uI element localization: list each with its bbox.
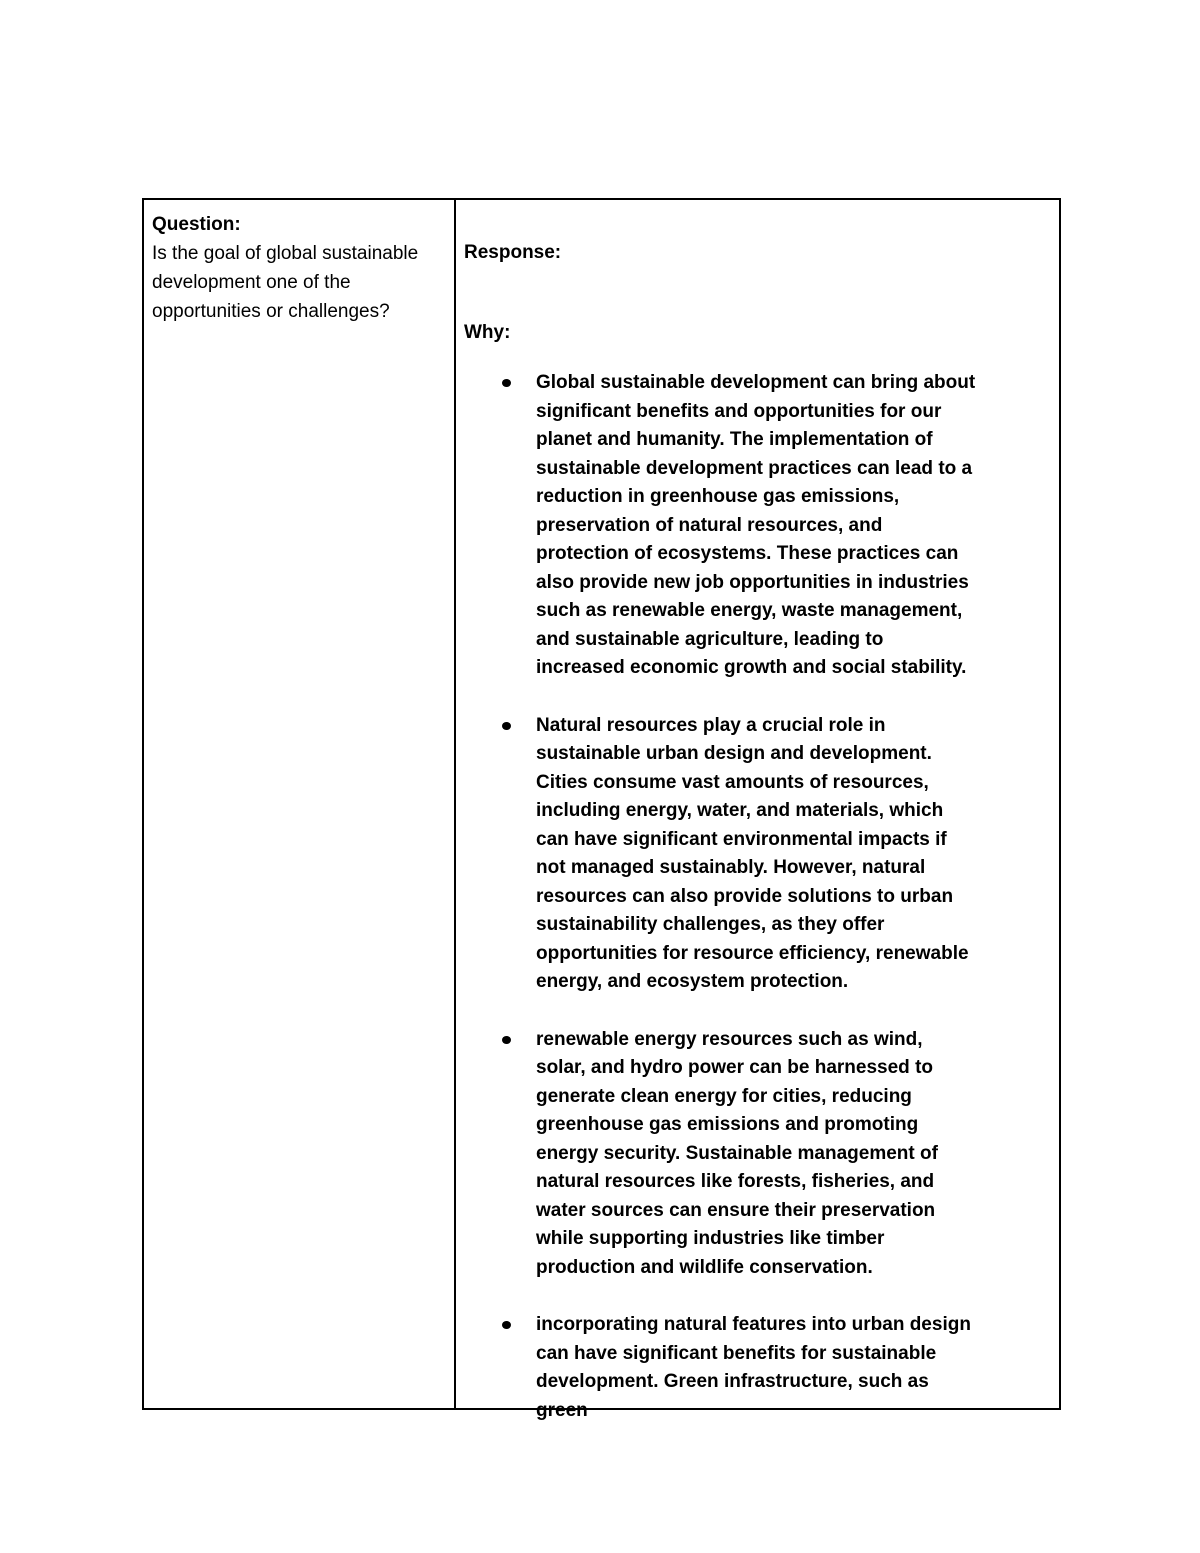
bullet-icon xyxy=(502,722,511,730)
why-bullet-list xyxy=(464,369,1049,1425)
question-label: Question: xyxy=(152,214,241,235)
question-column xyxy=(144,200,456,1408)
bullet-icon xyxy=(502,1321,511,1329)
bullet-text: Global sustainable development can bring about significant benefits and opportunities for our planet and humanity. The implementation of sustainable development practices can lead to a reduction in greenhouse gas emissions, preservation of natural resources, and protection of ecosystems. These practices can also provide new job opportunities in industries such as renewable energy, waste management, and sustainable agriculture, leading to increased economic growth and social stability. xyxy=(536,372,976,678)
bullet-icon xyxy=(502,1036,511,1044)
question-response-table xyxy=(142,198,1061,1421)
bullet-text: renewable energy resources such as wind, solar, and hydro power can be harnessed to generate clean energy for cities, reducing greenhouse gas emissions and promoting energy security. Sustainable management of natural resources like forests, fisheries, and water sources can ensure their preservation while supporting industries like timber production and wildlife conservation. xyxy=(536,1028,938,1278)
bullet-text: incorporating natural features into urban design can have significant benefits for sustainable development. Green infrastructure, such as green xyxy=(536,1314,971,1421)
response-label: Response: xyxy=(464,242,562,263)
list-item xyxy=(464,369,976,683)
why-label: Why: xyxy=(464,322,511,343)
response-column xyxy=(456,200,1059,1421)
question-text: Is the goal of global sustainable development one of the opportunities or challenges? xyxy=(152,243,419,322)
bullet-text: Natural resources play a crucial role in sustainable urban design and development. Cities consume vast amounts of resources, including energy, water, and materials, which can have significant environmental impacts if not managed sustainably. However, natural resources can also provide solutions to urban sustainability challenges, as they offer opportunities for resource efficiency, renewable energy, and ecosystem protection. xyxy=(536,714,969,992)
list-item xyxy=(464,712,976,997)
list-item xyxy=(464,1311,976,1425)
list-item xyxy=(464,1026,976,1283)
bullet-icon xyxy=(502,379,511,387)
